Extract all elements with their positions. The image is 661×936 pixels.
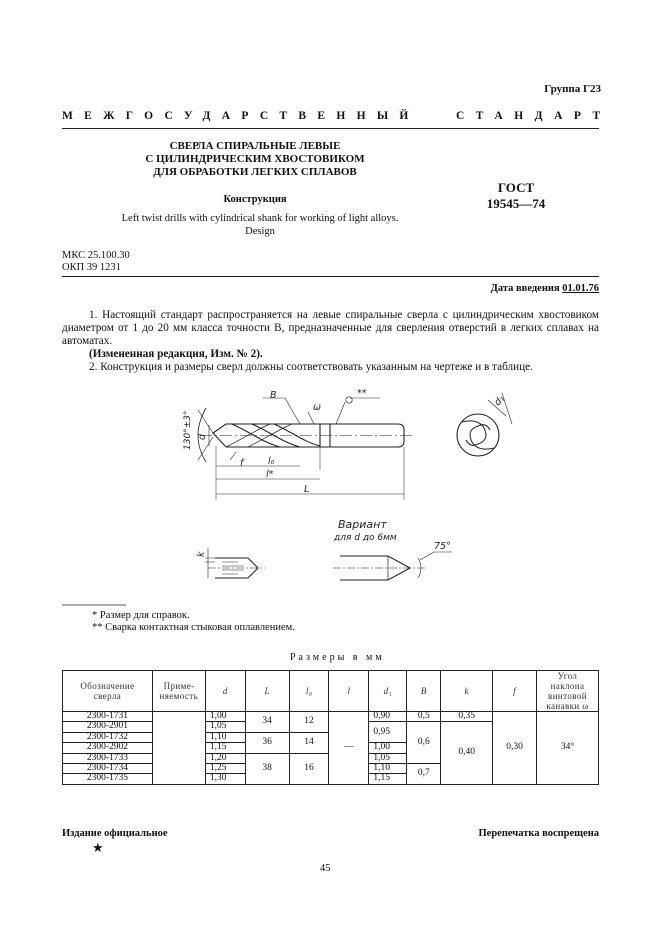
cell-L: 36 — [245, 732, 289, 753]
cell-d1: 0,95 — [369, 722, 407, 743]
cell-d: 1,25 — [205, 764, 245, 774]
label-d: d — [197, 433, 208, 440]
english-title-line-2: Design — [245, 226, 275, 237]
cell-k: 0,40 — [441, 722, 493, 784]
group-label: Группа Г23 — [544, 83, 601, 95]
label-point-angle: 130°±3° — [183, 410, 193, 450]
cell-d: 1,00 — [205, 712, 245, 722]
cell-code: 2300-1732 — [63, 732, 153, 742]
label-l: l* — [266, 469, 274, 480]
header-l0: l₀ — [289, 671, 329, 712]
header-k: k — [441, 671, 493, 712]
cell-B: 0,7 — [407, 764, 441, 785]
cell-l0: 14 — [289, 732, 329, 753]
title-line-3: ДЛЯ ОБРАБОТКИ ЛЕГКИХ СПЛАВОВ — [153, 166, 357, 178]
header-d: d — [205, 671, 245, 712]
cell-B: 0,5 — [407, 712, 441, 722]
gost-code: 19545—74 — [486, 196, 546, 211]
header-L: L — [245, 671, 289, 712]
paragraph-1: 1. Настоящий стандарт распространяется на левые спиральные сверла с цилиндрическим хвостовиком диаметром от 1 до 20 мм класса точности В, предназначенные для сверления отверстий в легких сплавах на автоматах. — [62, 309, 599, 347]
cell-L: 38 — [245, 753, 289, 784]
cross-section-circle — [457, 414, 499, 456]
cell-angle: 34° — [537, 712, 599, 785]
label-L: L — [304, 484, 310, 495]
effective-label: Дата введения — [490, 283, 560, 294]
paragraph-1-note: (Измененная редакция, Изм. № 2). — [89, 348, 263, 360]
okp-code: ОКП 39 1231 — [62, 262, 121, 273]
header-B: B — [407, 671, 441, 712]
variant-title: Вариант — [338, 518, 387, 531]
label-l0: l₀ — [268, 456, 275, 467]
header-f: f — [493, 671, 537, 712]
cell-code: 2300-1733 — [63, 753, 153, 763]
table-row — [63, 712, 599, 722]
cell-code: 2300-1734 — [63, 764, 153, 774]
cell-d1: 1,00 — [369, 743, 407, 753]
header-application: Применяемость — [152, 671, 205, 712]
paragraph-2: 2. Конструкция и размеры сверл должны соответствовать указанным на чертеже и в таблице. — [89, 361, 533, 373]
cell-l: — — [329, 712, 369, 785]
cell-f: 0,30 — [493, 712, 537, 785]
title-line-1: СВЕРЛА СПИРАЛЬНЫЕ ЛЕВЫЕ — [169, 140, 341, 152]
cell-application — [152, 712, 205, 785]
table-caption: Размеры в мм — [290, 652, 385, 663]
cell-code: 2300-2902 — [63, 743, 153, 753]
dimensions-table — [62, 670, 599, 785]
official-edition: Издание официальное — [62, 828, 168, 839]
banner-standard: СТАНДАРТ — [456, 110, 612, 122]
label-B: B — [270, 390, 277, 401]
table-header-row — [63, 671, 599, 712]
label-omega: ω — [313, 402, 321, 413]
header-l: l — [329, 671, 369, 712]
title-subtitle: Конструкция — [223, 194, 287, 205]
footnote-2: ** Сварка контактная стыковая оплавлением. — [92, 622, 295, 633]
cell-l0: 16 — [289, 753, 329, 784]
reprint-prohibited: Перепечатка воспрещена — [478, 828, 599, 839]
cell-d1: 1,15 — [369, 774, 407, 784]
header-d1: d₁ — [369, 671, 407, 712]
page-number: 45 — [320, 863, 331, 874]
cell-k: 0,35 — [441, 712, 493, 722]
cell-d: 1,05 — [205, 722, 245, 732]
english-title-line-1: Left twist drills with cylindrical shank for working of light alloys. — [121, 213, 399, 224]
cell-d1: 1,05 — [369, 753, 407, 763]
cell-d: 1,10 — [205, 732, 245, 742]
cell-d: 1,30 — [205, 774, 245, 784]
cell-code: 2300-1731 — [63, 712, 153, 722]
label-d1: d₁ — [492, 393, 508, 409]
cell-d: 1,20 — [205, 753, 245, 763]
variant-angle: 75° — [434, 541, 451, 552]
variant-subtitle: для d до 6мм — [334, 533, 397, 543]
mks-code: МКС 25.100.30 — [62, 250, 130, 261]
cell-d1: 1,10 — [369, 764, 407, 774]
banner-interstate: МЕЖГОСУДАРСТВЕННЫЙ — [62, 110, 420, 122]
footnote-1: * Размер для справок. — [92, 610, 190, 621]
cell-l0: 12 — [289, 712, 329, 733]
cell-d1: 0,90 — [369, 712, 407, 722]
gost-label: ГОСТ — [497, 180, 535, 195]
weld-marker-circle — [346, 397, 352, 403]
label-weld: ** — [357, 388, 367, 399]
cell-code: 2300-1735 — [63, 774, 153, 784]
star-icon: ★ — [92, 840, 104, 855]
cell-B: 0,6 — [407, 722, 441, 764]
label-f: f — [240, 458, 244, 469]
cell-L: 34 — [245, 712, 289, 733]
label-k: k — [196, 551, 207, 557]
cell-d: 1,15 — [205, 743, 245, 753]
effective-value: 01.01.76 — [562, 283, 599, 294]
cell-code: 2300-2901 — [63, 722, 153, 732]
title-line-2: С ЦИЛИНДРИЧЕСКИМ ХВОСТОВИКОМ — [145, 153, 365, 165]
header-angle: Угол наклона винтовой канавки ω — [537, 671, 599, 712]
header-designation: Обозначение сверла — [63, 671, 153, 712]
